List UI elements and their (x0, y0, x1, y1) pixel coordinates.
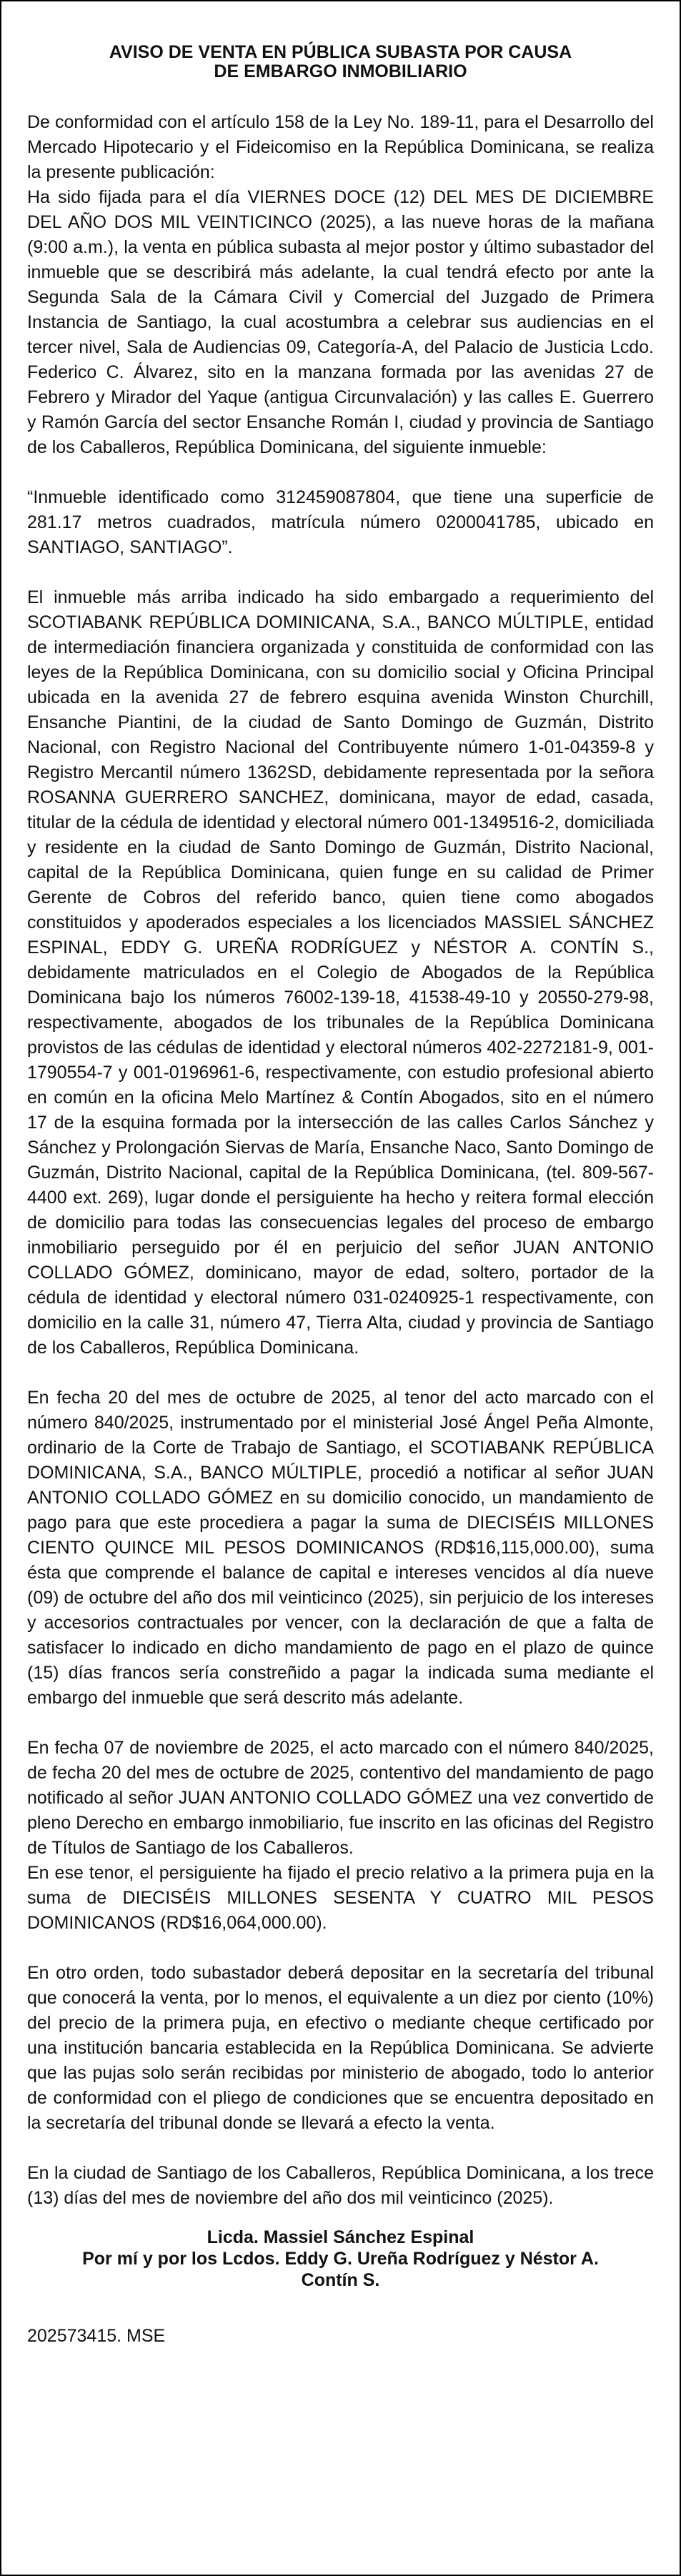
first-bid-price-paragraph: En ese tenor, el persiguiente ha fijado el precio relativo a la primera puja en la suma de DIECISÉIS MILLONES SESENTA Y CUATRO MIL PESOS DOMINICANOS (RD$16,064,000.00). (27, 1863, 654, 1933)
signature-name: Licda. Massiel Sánchez Espinal (207, 2227, 474, 2247)
reference-code: 202573415. MSE (27, 2326, 166, 2346)
registration-paragraph: En fecha 07 de noviembre de 2025, el acto marcado con el número 840/2025, de fecha 20 del mes de octubre de 2025, contentivo del mandamiento de pago notificado al señor JUAN ANTONIO COLLADO GÓMEZ una vez convertido de pleno Derecho en embargo inmobiliario, fue inscrito en las oficinas del Registro de Títulos de Santiago de los Caballeros. (27, 1738, 654, 1858)
signature-block (27, 2227, 654, 2291)
embargo-parties-paragraph: El inmueble más arriba indicado ha sido embargado a requerimiento del SCOTIABANK REPÚBLICA DOMINICANA, S.A., BANCO MÚLTIPLE, entidad de intermediación financiera organizada y constituida de conformidad con las leyes de la República Dominicana, con su domicilio social y Oficina Principal ubicada en la avenida 27 de febrero esquina avenida Winston Churchill, Ensanche Piantini, de la ciudad de Santo Domingo de Guzmán, Distrito Nacional, con Registro Nacional del Contribuyente número 1-01-04359-8 y Registro Mercantil número 1362SD, debidamente representada por la señora ROSANNA GUERRERO SANCHEZ, dominicana, mayor de edad, casada, titular de la cédula de identidad y electoral número 001-1349516-2, domiciliada y residente en la ciudad de Santo Domingo de Guzmán, Distrito Nacional, capital de la República Dominicana, quien funge en su calidad de Primer Gerente de Cobros del referido banco, quien tiene como abogados constituidos y apoderados especiales a los licenciados MASSIEL SÁNCHEZ ESPINAL, EDDY G. UREÑA RODRÍGUEZ y NÉSTOR A. CONTÍN S., debidamente matriculados en el Colegio de Abogados de la República Dominicana bajo los números 76002-139-18, 41538-49-10 y 20550-279-98, respectivamente, abogados de los tribunales de la República Dominicana provistos de las cédulas de identidad y electoral números 402-2272181-9, 001-1790554-7 y 001-0196961-6, respectivamente, con estudio profesional abierto en común en la oficina Melo Martínez & Contín Abogados, sito en el número 17 de la esquina formada por la intersección de las calles Carlos Sánchez y Sánchez y Prolongación Siervas de María, Ensanche Naco, Santo Domingo de Guzmán, Distrito Nacional, capital de la República Dominicana, (tel. 809-567-4400 ext. 269), lugar donde el persiguiente ha hecho y reitera formal elección de domicilio para todas las consecuencias legales del proceso de embargo inmobiliario perseguido por él en perjuicio del señor JUAN ANTONIO COLLADO GÓMEZ, dominicano, mayor de edad, soltero, portador de la cédula de identidad y electoral número 031-0240925-1 respectivamente, con domicilio en la calle 31, número 47, Tierra Alta, ciudad y provincia de Santiago de los Caballeros, República Dominicana. (27, 587, 654, 1358)
property-description-paragraph: “Inmueble identificado como 312459087804, que tiene una superficie de 281.17 metros cuadrados, matrícula número 0200041785, ubicado en SANTIAGO, SANTIAGO”. (27, 487, 654, 557)
closing-paragraph: En la ciudad de Santiago de los Caballeros, República Dominicana, a los trece (13) días del mes de noviembre del año dos mil veinticinco (2025). (27, 2163, 654, 2208)
notice-title-line-1: AVISO DE VENTA EN PÚBLICA SUBASTA POR CAUSA (109, 42, 572, 62)
payment-notice-paragraph: En fecha 20 del mes de octubre de 2025, al tenor del acto marcado con el número 840/2025, instrumentado por el ministerial José Ángel Peña Almonte, ordinario de la Corte de Trabajo de Santiago, el SCOTIABANK REPÚBLICA DOMINICANA, S.A., BANCO MÚLTIPLE, procedió a notificar al señor JUAN ANTONIO COLLADO GÓMEZ en su domicilio conocido, un mandamiento de pago para que este procediera a pagar la suma de DIECISÉIS MILLONES CIENTO QUINCE MIL PESOS DOMINICANOS (RD$16,115,000.00), suma ésta que comprende el balance de capital e intereses vencidos al día nueve (09) de octubre del año dos mil veinticinco (2025), sin perjuicio de los intereses y accesorios contractuales por vencer, con la declaración de que a falta de satisfacer lo indicado en dicho mandamiento de pago en el plazo de quince (15) días francos sería constreñido a pagar la indicada suma mediante el embargo del inmueble que será descrito más adelante. (27, 1388, 654, 1708)
deposit-requirement-paragraph: En otro orden, todo subastador deberá depositar en la secretaría del tribunal que conocerá la venta, por lo menos, el equivalente a un diez por ciento (10%) del precio de la primera puja, en efectivo o mediante cheque certificado por una institución bancaria establecida en la República Dominicana. Se advierte que las pujas solo serán recibidas por ministerio de abogado, todo lo anterior de conformidad con el pliego de condiciones que se encuentra depositado en la secretaría del tribunal donde se llevará a efecto la venta. (27, 1963, 654, 2133)
notice-title (27, 43, 654, 81)
intro-paragraph: De conformidad con el artículo 158 de la Ley No. 189-11, para el Desarrollo del Mercado Hipotecario y el Fideicomiso en la República Dominicana, se realiza la presente publicación: (27, 112, 654, 182)
signature-on-behalf-line-1: Por mí y por los Lcdos. Eddy G. Ureña Rodríguez y Néstor A. (82, 2249, 599, 2269)
signature-on-behalf-line-2: Contín S. (301, 2270, 380, 2290)
notice-title-line-2: DE EMBARGO INMOBILIARIO (214, 61, 467, 81)
auction-date-paragraph: Ha sido fijada para el día VIERNES DOCE (12) DEL MES DE DICIEMBRE DEL AÑO DOS MIL VEINTICINCO (2025), a las nueve horas de la mañana (9:00 a.m.), la venta en pública subasta al mejor postor y último subastador del inmueble que se describirá más adelante, la cual tendrá efecto por ante la Segunda Sala de la Cámara Civil y Comercial del Juzgado de Primera Instancia de Santiago, la cual acostumbra a celebrar sus audiencias en el tercer nivel, Sala de Audiencias 09, Categoría-A, del Palacio de Justicia Lcdo. Federico C. Álvarez, sito en la manzana formada por las avenidas 27 de Febrero y Mirador del Yaque (antigua Circunvalación) y las calles E. Guerrero y Ramón García del sector Ensanche Román I, ciudad y provincia de Santiago de los Caballeros, República Dominicana, del siguiente inmueble: (27, 187, 654, 457)
